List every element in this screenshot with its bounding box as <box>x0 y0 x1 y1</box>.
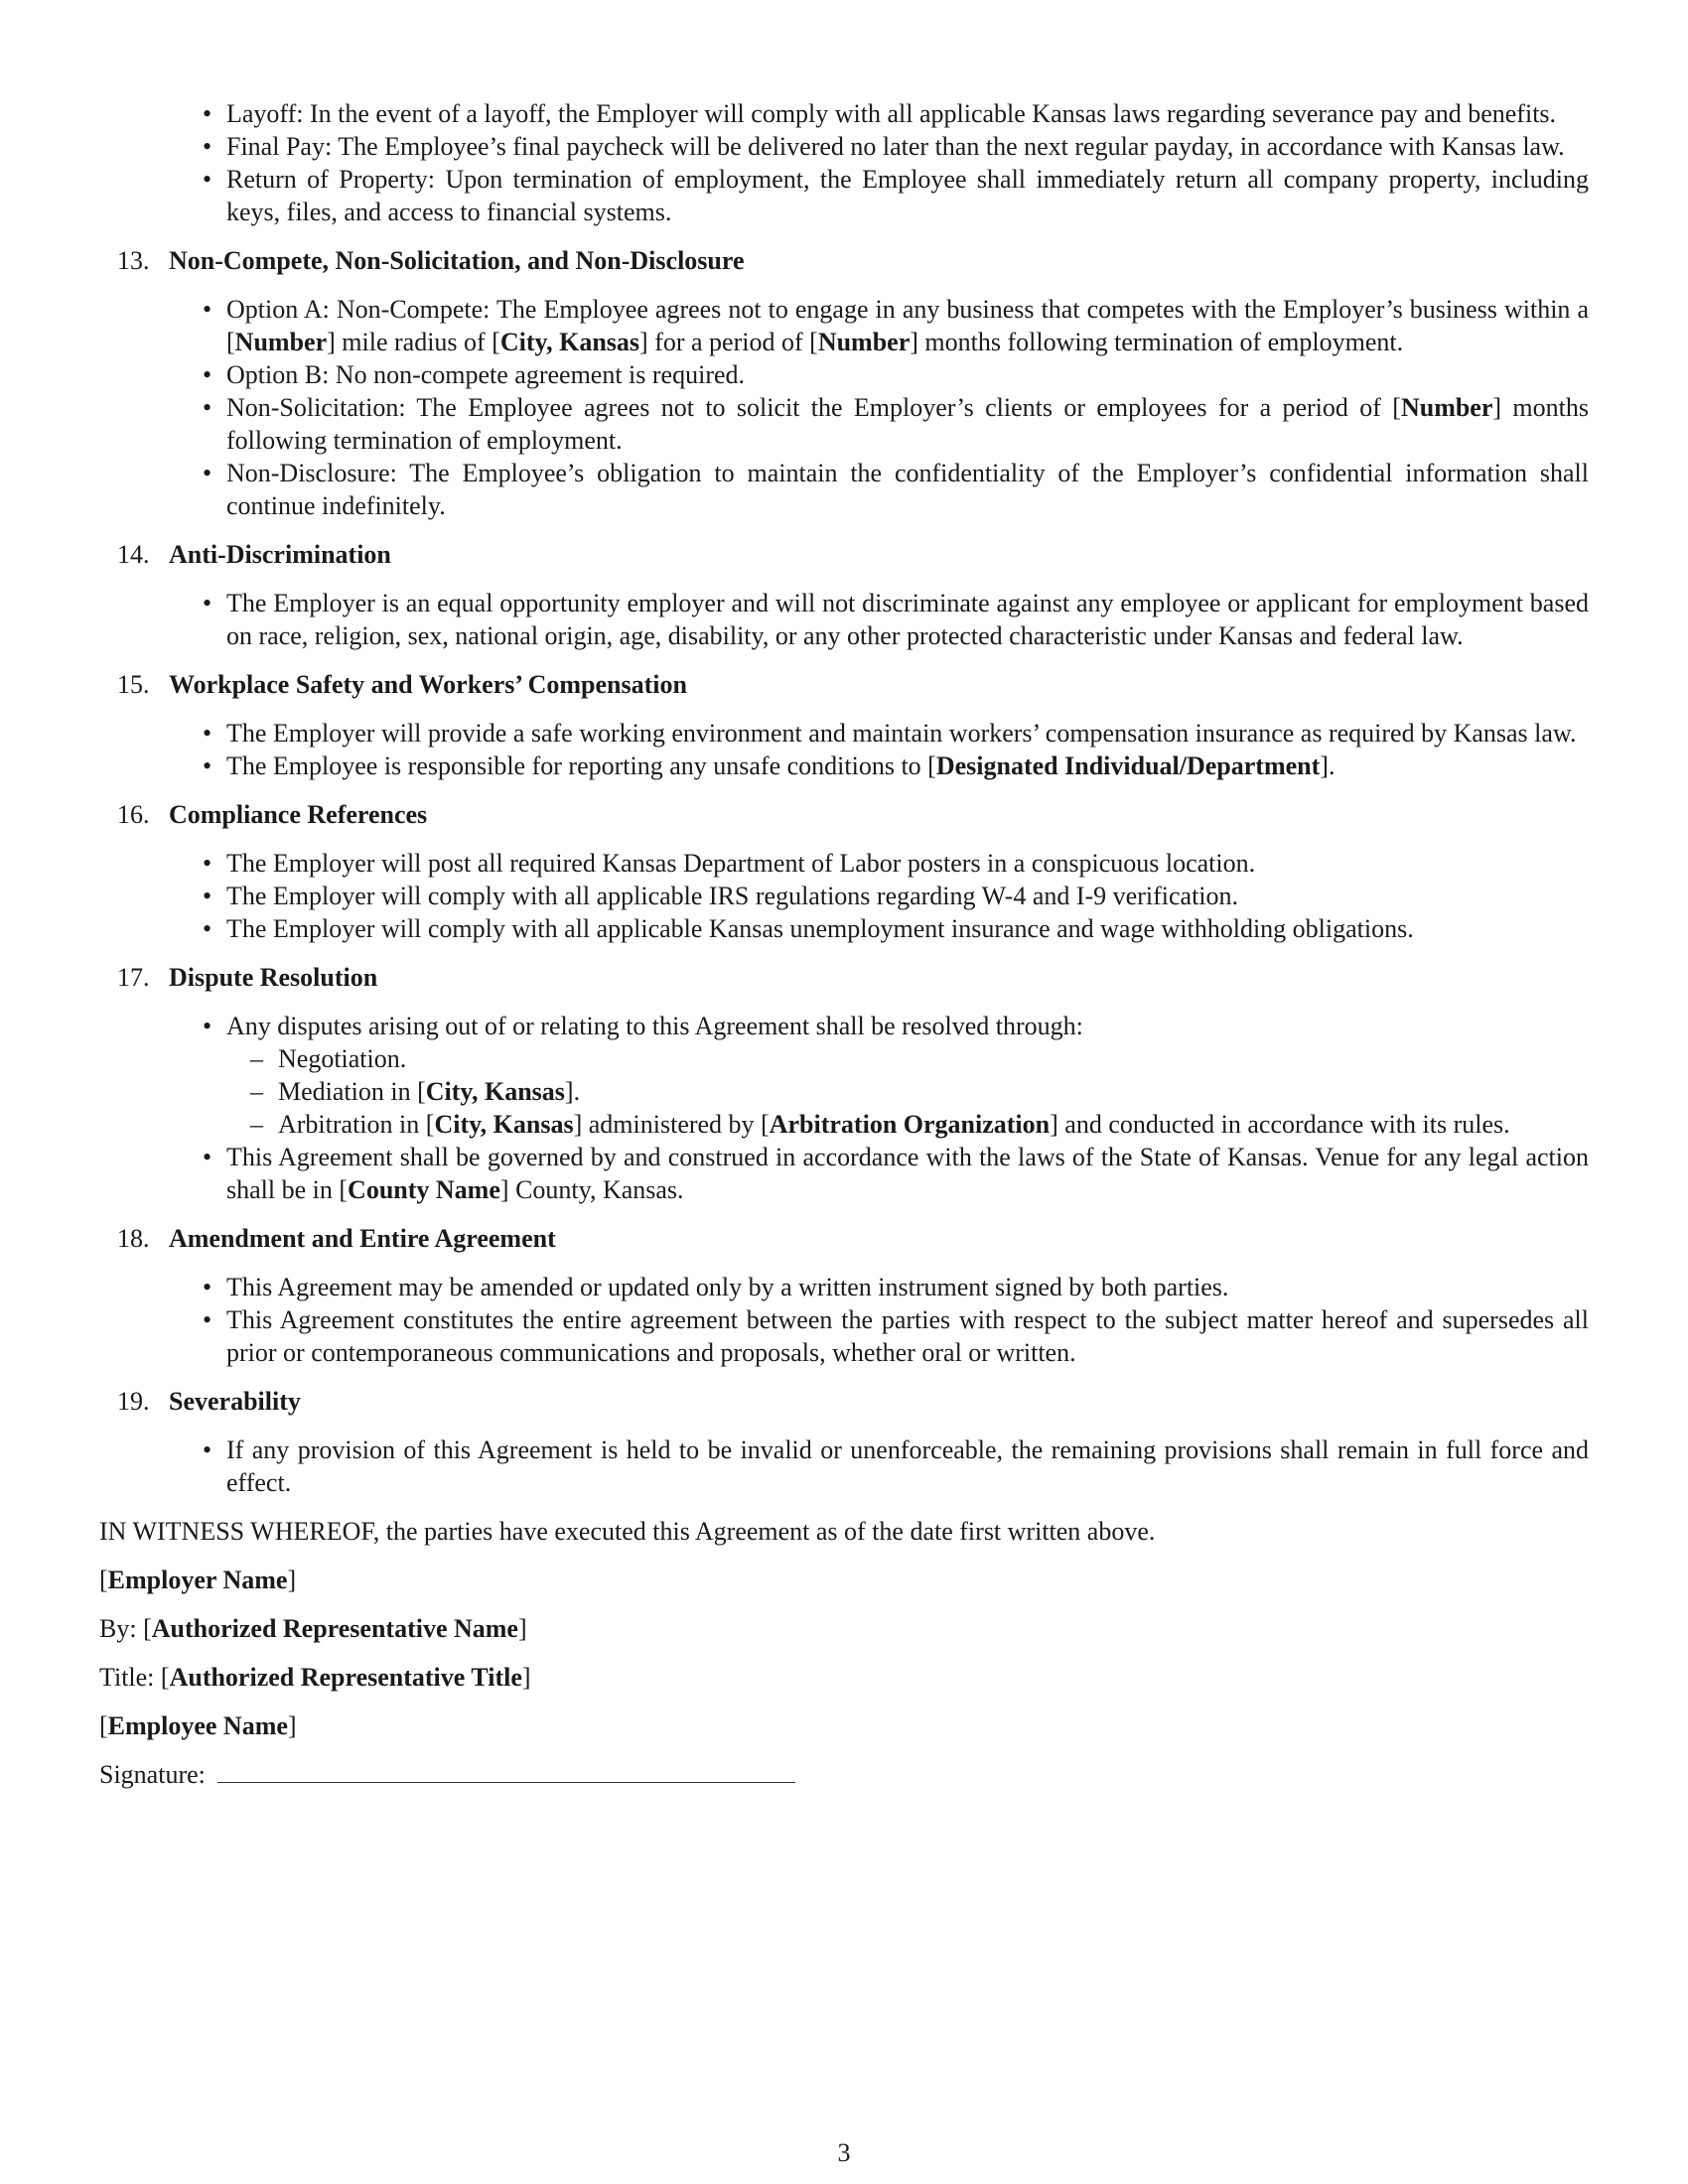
section-17 <box>99 961 1589 1206</box>
placeholder-field: Number <box>1400 393 1493 422</box>
placeholder-field: County Name <box>348 1175 500 1204</box>
title-line: Title: [Authorized Representative Title] <box>99 1663 531 1692</box>
witness-clause: IN WITNESS WHEREOF, the parties have executed this Agreement as of the date first written above. <box>99 1517 1156 1546</box>
resolution-steps <box>226 1042 1589 1141</box>
posters-item: • The Employer will post all required Kansas Department of Labor posters in a conspicuous location. <box>99 847 1589 880</box>
page-number: 3 <box>837 2138 851 2167</box>
final-pay-item <box>99 130 1589 163</box>
final-pay-label: Final Pay: <box>226 132 333 161</box>
amendment-item: • This Agreement may be amended or updated only by a written instrument signed by both parties. <box>99 1271 1589 1303</box>
non-compete-item: • Option A: Non-Compete: The Employee agrees not to engage in any business that competes with the Employer’s business within a [Number] mile radius of [City, Kansas] for a period of [Number] months following termination of employment. <box>99 293 1589 358</box>
equal-opportunity-item: • The Employer is an equal opportunity employer and will not discriminate against any employee or applicant for employment based on race, religion, sex, national origin, age, disability, or any other protected characteristic under Kansas and federal law. <box>99 587 1589 652</box>
by-line: By: [Authorized Representative Name] <box>99 1614 527 1643</box>
unsafe-reporting-item: • The Employee is responsible for reporting any unsafe conditions to [Designated Individual/Department]. <box>99 750 1589 782</box>
section-14 <box>99 538 1589 652</box>
document-page <box>99 97 1589 1791</box>
section-15-title: Workplace Safety and Workers’ Compensation <box>169 670 687 699</box>
option-b-item: • Option B: No non-compete agreement is required. <box>99 358 1589 391</box>
placeholder-field: Number <box>817 328 911 356</box>
section-19-number: 19. <box>117 1387 150 1416</box>
layoff-text: In the event of a layoff, the Employer will comply with all applicable Kansas laws regarding severance pay and benefits. <box>303 99 1557 128</box>
return-property-item <box>99 163 1589 228</box>
employee-name-line: [Employee Name] <box>99 1711 297 1740</box>
section-15 <box>99 668 1589 782</box>
section-17-number: 17. <box>117 963 150 992</box>
safe-environment-item: • The Employer will provide a safe working environment and maintain workers’ compensation insurance as required by Kansas law. <box>99 717 1589 750</box>
layoff-label: Layoff: <box>226 99 304 128</box>
signature-label: Signature: <box>99 1760 206 1789</box>
section-15-heading <box>99 668 1589 701</box>
section-19 <box>99 1385 1589 1499</box>
return-property-label: Return of Property: <box>226 165 436 194</box>
employer-name: Employer Name <box>107 1566 288 1594</box>
section-14-number: 14. <box>117 540 150 569</box>
section-14-title: Anti-Discrimination <box>169 540 391 569</box>
entire-agreement-item: • This Agreement constitutes the entire agreement between the parties with respect to the subject matter hereof and supersedes all prior or contemporaneous communications and proposals, whether oral or written. <box>99 1303 1589 1369</box>
mediation-item: – Mediation in [City, Kansas]. <box>226 1075 1589 1108</box>
negotiation-item: – Negotiation. <box>226 1042 1589 1075</box>
placeholder-field: City, Kansas <box>425 1077 565 1106</box>
unemployment-item: • The Employer will comply with all applicable Kansas unemployment insurance and wage withholding obligations. <box>99 912 1589 945</box>
section-13 <box>99 244 1589 522</box>
employer-name-line: [Employer Name] <box>99 1566 297 1594</box>
section-16-number: 16. <box>117 800 150 829</box>
section-17-title: Dispute Resolution <box>169 963 378 992</box>
placeholder-field: Arbitration Organization <box>769 1110 1051 1139</box>
section-18 <box>99 1222 1589 1369</box>
section-17-heading <box>99 961 1589 994</box>
irs-item: • The Employer will comply with all applicable IRS regulations regarding W-4 and I-9 verification. <box>99 880 1589 912</box>
severability-item: • If any provision of this Agreement is held to be invalid or unenforceable, the remaining provisions shall remain in full force and effect. <box>99 1433 1589 1499</box>
section-13-title: Non-Compete, Non-Solicitation, and Non-Disclosure <box>169 246 745 275</box>
signature-line <box>99 1758 1589 1791</box>
representative-name: Authorized Representative Name <box>151 1614 518 1643</box>
section-16-title: Compliance References <box>169 800 428 829</box>
termination-bullets <box>99 97 1589 228</box>
section-16-heading <box>99 798 1589 831</box>
title-label: Title: <box>99 1663 161 1692</box>
signature-field[interactable] <box>217 1760 795 1783</box>
non-solicitation-item: • Non-Solicitation: The Employee agrees not to solicit the Employer’s clients or employees for a period of [Number] months following termination of employment. <box>99 391 1589 457</box>
placeholder-field: City, Kansas <box>434 1110 574 1139</box>
section-13-heading <box>99 244 1589 277</box>
layoff-item <box>99 97 1589 130</box>
section-18-number: 18. <box>117 1224 150 1253</box>
employee-name: Employee Name <box>107 1711 288 1740</box>
section-18-title: Amendment and Entire Agreement <box>169 1224 556 1253</box>
section-14-heading <box>99 538 1589 571</box>
placeholder-field: Designated Individual/Department <box>935 751 1321 780</box>
section-19-title: Severability <box>169 1387 301 1416</box>
section-18-heading <box>99 1222 1589 1255</box>
placeholder-field: Number <box>234 328 328 356</box>
return-property-text: Upon termination of employment, the Employee shall immediately return all company property, including keys, files, and access to financial systems. <box>226 165 1589 226</box>
section-15-number: 15. <box>117 670 150 699</box>
final-pay-text: The Employee’s final paycheck will be delivered no later than the next regular payday, in accordance with Kansas law. <box>332 132 1565 161</box>
disputes-item: • Any disputes arising out of or relating to this Agreement shall be resolved through: – Negotiation. – Mediation in [City, Kansas]. – Arbitration in [City, Kansas] administered by [Arbitration Organization] and conducted in accordance with its rules. <box>99 1010 1589 1141</box>
representative-title: Authorized Representative Title <box>169 1663 522 1692</box>
by-label: By: <box>99 1614 144 1643</box>
section-19-heading <box>99 1385 1589 1418</box>
placeholder-field: City, Kansas <box>499 328 640 356</box>
arbitration-item: – Arbitration in [City, Kansas] administered by [Arbitration Organization] and conducted in accordance with its rules. <box>226 1108 1589 1141</box>
non-disclosure-item: • Non-Disclosure: The Employee’s obligation to maintain the confidentiality of the Employer’s confidential information shall continue indefinitely. <box>99 457 1589 522</box>
governing-law-item: • This Agreement shall be governed by and construed in accordance with the laws of the State of Kansas. Venue for any legal action shall be in [County Name] County, Kansas. <box>99 1141 1589 1206</box>
section-13-number: 13. <box>117 246 150 275</box>
section-16 <box>99 798 1589 945</box>
